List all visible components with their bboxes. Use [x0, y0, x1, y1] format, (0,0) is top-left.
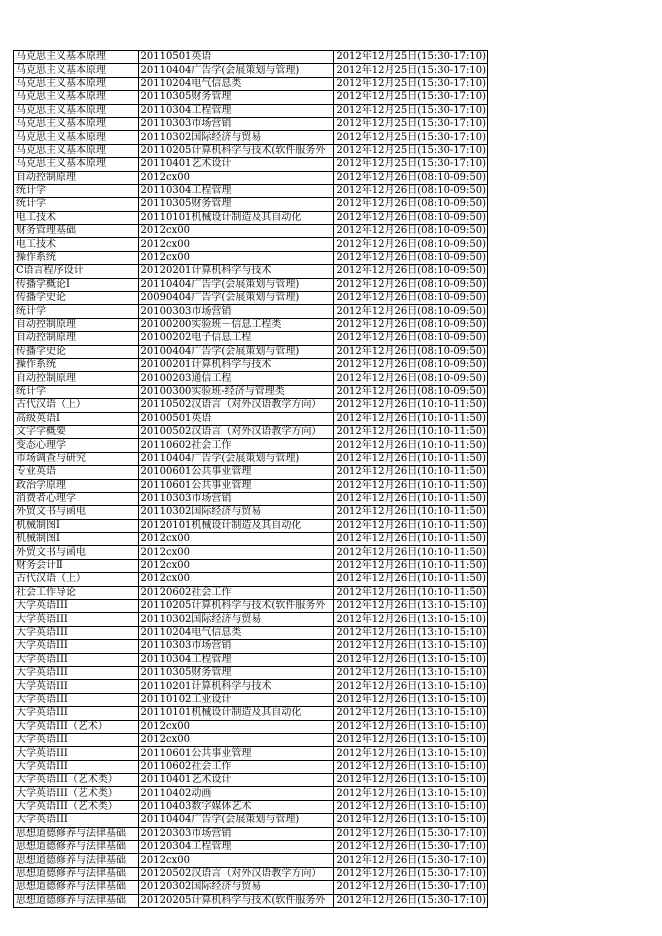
table-row [14, 452, 488, 465]
exam-time-cell: 2012年12月26日(08:10-09:50) [334, 198, 488, 211]
class-cell: 20100201计算机科学与技术 [138, 358, 334, 371]
course-cell: 古代汉语（上） [14, 573, 139, 586]
course-cell: 大学英语III [14, 693, 139, 706]
table-row [14, 747, 488, 760]
table-row [14, 814, 488, 827]
exam-time-cell: 2012年12月25日(15:30-17:10) [334, 64, 488, 77]
exam-time-cell: 2012年12月26日(10:10-11:50) [334, 519, 488, 532]
class-cell: 20110102工业设计 [138, 693, 334, 706]
course-cell: 大学英语III [14, 640, 139, 653]
exam-time-cell: 2012年12月26日(10:10-11:50) [334, 506, 488, 519]
table-row [14, 867, 488, 880]
class-cell: 20120303市场营销 [138, 827, 334, 840]
exam-time-cell: 2012年12月26日(08:10-09:50) [334, 332, 488, 345]
course-cell: 大学英语III [14, 600, 139, 613]
table-row [14, 238, 488, 251]
course-cell: 马克思主义基本原理 [14, 91, 139, 104]
course-cell: 统计学 [14, 385, 139, 398]
course-cell: 马克思主义基本原理 [14, 77, 139, 90]
exam-time-cell: 2012年12月26日(08:10-09:50) [334, 372, 488, 385]
exam-time-cell: 2012年12月26日(08:10-09:50) [334, 265, 488, 278]
exam-time-cell: 2012年12月25日(15:30-17:10) [334, 158, 488, 171]
table-row [14, 412, 488, 425]
table-row [14, 720, 488, 733]
table-row [14, 586, 488, 599]
class-cell: 20100202电子信息工程 [138, 332, 334, 345]
course-cell: 外贸文书与函电 [14, 546, 139, 559]
table-row [14, 278, 488, 291]
exam-time-cell: 2012年12月26日(10:10-11:50) [334, 559, 488, 572]
course-cell: 思想道德修养与法律基础 [14, 827, 139, 840]
class-cell: 20110204电气信息类 [138, 626, 334, 639]
course-cell: 大学英语III [14, 653, 139, 666]
table-row [14, 439, 488, 452]
table-row [14, 774, 488, 787]
course-cell: 大学英语III（艺术类） [14, 800, 139, 813]
class-cell: 20110304工程管理 [138, 653, 334, 666]
course-cell: 统计学 [14, 184, 139, 197]
table-row [14, 841, 488, 854]
course-cell: 马克思主义基本原理 [14, 64, 139, 77]
exam-time-cell: 2012年12月26日(13:10-15:10) [334, 760, 488, 773]
table-row [14, 225, 488, 238]
table-row [14, 492, 488, 505]
course-cell: 财务管理基础 [14, 225, 139, 238]
exam-time-cell: 2012年12月26日(13:10-15:10) [334, 626, 488, 639]
exam-time-cell: 2012年12月26日(10:10-11:50) [334, 425, 488, 438]
class-cell: 2012cx00 [138, 171, 334, 184]
table-row [14, 760, 488, 773]
class-cell: 20120602社会工作 [138, 586, 334, 599]
exam-time-cell: 2012年12月25日(15:30-17:10) [334, 51, 488, 64]
table-row [14, 787, 488, 800]
class-cell: 20100200实验班－信息工程类 [138, 318, 334, 331]
exam-time-cell: 2012年12月26日(10:10-11:50) [334, 466, 488, 479]
exam-time-cell: 2012年12月26日(10:10-11:50) [334, 492, 488, 505]
table-row [14, 144, 488, 157]
table-row [14, 332, 488, 345]
class-cell: 20100203通信工程 [138, 372, 334, 385]
class-cell: 2012cx00 [138, 733, 334, 746]
course-cell: 社会工作导论 [14, 586, 139, 599]
course-cell: 消费者心理学 [14, 492, 139, 505]
course-cell: 机械制图Ⅰ [14, 533, 139, 546]
exam-time-cell: 2012年12月26日(08:10-09:50) [334, 211, 488, 224]
table-row [14, 894, 488, 907]
exam-time-cell: 2012年12月26日(08:10-09:50) [334, 345, 488, 358]
exam-time-cell: 2012年12月26日(08:10-09:50) [334, 251, 488, 264]
table-row [14, 693, 488, 706]
class-cell: 20110403数字媒体艺术 [138, 800, 334, 813]
class-cell: 20110601公共事业管理 [138, 479, 334, 492]
course-cell: 财务会计Ⅱ [14, 559, 139, 572]
course-cell: 外贸文书与函电 [14, 506, 139, 519]
course-cell: 自动控制原理 [14, 332, 139, 345]
class-cell: 20110201计算机科学与技术 [138, 680, 334, 693]
table-row [14, 171, 488, 184]
course-cell: 大学英语III [14, 666, 139, 679]
exam-time-cell: 2012年12月26日(10:10-11:50) [334, 452, 488, 465]
exam-time-cell: 2012年12月25日(15:30-17:10) [334, 144, 488, 157]
class-cell: 20100300实验班-经济与管理类 [138, 385, 334, 398]
class-cell: 2012cx00 [138, 533, 334, 546]
table-row [14, 827, 488, 840]
class-cell: 20110602社会工作 [138, 760, 334, 773]
table-row [14, 211, 488, 224]
table-row [14, 91, 488, 104]
table-row [14, 733, 488, 746]
exam-time-cell: 2012年12月26日(13:10-15:10) [334, 720, 488, 733]
class-cell: 20110303市场营销 [138, 640, 334, 653]
table-row [14, 292, 488, 305]
course-cell: 思想道德修养与法律基础 [14, 867, 139, 880]
table-row [14, 305, 488, 318]
exam-time-cell: 2012年12月26日(15:30-17:10) [334, 841, 488, 854]
exam-time-cell: 2012年12月26日(13:10-15:10) [334, 600, 488, 613]
course-cell: 大学英语III [14, 760, 139, 773]
course-cell: 马克思主义基本原理 [14, 104, 139, 117]
course-cell: 电工技术 [14, 238, 139, 251]
exam-time-cell: 2012年12月26日(13:10-15:10) [334, 613, 488, 626]
course-cell: 自动控制原理 [14, 318, 139, 331]
class-cell: 20100404广告学(会展策划与管理) [138, 345, 334, 358]
class-cell: 2012cx00 [138, 238, 334, 251]
class-cell: 20110404广告学(会展策划与管理) [138, 452, 334, 465]
exam-time-cell: 2012年12月26日(13:10-15:10) [334, 774, 488, 787]
exam-time-cell: 2012年12月26日(08:10-09:50) [334, 358, 488, 371]
class-cell: 20110404广告学(会展策划与管理) [138, 64, 334, 77]
course-cell: 电工技术 [14, 211, 139, 224]
exam-time-cell: 2012年12月26日(08:10-09:50) [334, 385, 488, 398]
exam-time-cell: 2012年12月26日(08:10-09:50) [334, 318, 488, 331]
course-cell: 文字学概要 [14, 425, 139, 438]
class-cell: 20120302国际经济与贸易 [138, 881, 334, 894]
class-cell: 20090404广告学(会展策划与管理) [138, 292, 334, 305]
class-cell: 20100303市场营销 [138, 305, 334, 318]
class-cell: 20110101机械设计制造及其自动化 [138, 707, 334, 720]
class-cell: 20110602社会工作 [138, 439, 334, 452]
course-cell: 高级英语Ⅰ [14, 412, 139, 425]
table-row [14, 184, 488, 197]
table-row [14, 506, 488, 519]
course-cell: 大学英语III（艺术类） [14, 787, 139, 800]
exam-time-cell: 2012年12月26日(10:10-11:50) [334, 586, 488, 599]
table-row [14, 77, 488, 90]
exam-time-cell: 2012年12月26日(13:10-15:10) [334, 680, 488, 693]
course-cell: 市场调查与研究 [14, 452, 139, 465]
table-row [14, 573, 488, 586]
exam-time-cell: 2012年12月26日(10:10-11:50) [334, 412, 488, 425]
table-row [14, 358, 488, 371]
table-row [14, 559, 488, 572]
exam-time-cell: 2012年12月26日(08:10-09:50) [334, 238, 488, 251]
exam-time-cell: 2012年12月26日(13:10-15:10) [334, 640, 488, 653]
exam-time-cell: 2012年12月26日(10:10-11:50) [334, 399, 488, 412]
table-row [14, 626, 488, 639]
course-cell: 马克思主义基本原理 [14, 158, 139, 171]
table-row [14, 345, 488, 358]
table-row [14, 881, 488, 894]
table-row [14, 680, 488, 693]
course-cell: 思想道德修养与法律基础 [14, 854, 139, 867]
table-row [14, 158, 488, 171]
table-row [14, 117, 488, 130]
exam-time-cell: 2012年12月26日(15:30-17:10) [334, 894, 488, 907]
exam-time-cell: 2012年12月26日(08:10-09:50) [334, 292, 488, 305]
exam-time-cell: 2012年12月26日(13:10-15:10) [334, 693, 488, 706]
class-cell: 20110302国际经济与贸易 [138, 506, 334, 519]
table-row [14, 251, 488, 264]
exam-time-cell: 2012年12月26日(15:30-17:10) [334, 827, 488, 840]
class-cell: 20110402动画 [138, 787, 334, 800]
table-row [14, 64, 488, 77]
table-row [14, 51, 488, 64]
class-cell: 20120205计算机科学与技术(软件服务外 [138, 894, 334, 907]
class-cell: 20100502汉语言（对外汉语教学方向） [138, 425, 334, 438]
course-cell: 政治学原理 [14, 479, 139, 492]
exam-time-cell: 2012年12月26日(13:10-15:10) [334, 814, 488, 827]
table-row [14, 800, 488, 813]
table-row [14, 653, 488, 666]
class-cell: 20120101机械设计制造及其自动化 [138, 519, 334, 532]
class-cell: 2012cx00 [138, 251, 334, 264]
class-cell: 20110205计算机科学与技术(软件服务外 [138, 144, 334, 157]
exam-time-cell: 2012年12月26日(13:10-15:10) [334, 747, 488, 760]
table-row [14, 466, 488, 479]
table-row [14, 613, 488, 626]
exam-time-cell: 2012年12月26日(10:10-11:50) [334, 533, 488, 546]
course-cell: 大学英语III [14, 707, 139, 720]
exam-time-cell: 2012年12月25日(15:30-17:10) [334, 104, 488, 117]
table-row [14, 519, 488, 532]
class-cell: 20110404广告学(会展策划与管理) [138, 814, 334, 827]
course-cell: 大学英语III（艺术） [14, 720, 139, 733]
class-cell: 20110302国际经济与贸易 [138, 613, 334, 626]
exam-time-cell: 2012年12月26日(08:10-09:50) [334, 278, 488, 291]
table-row [14, 546, 488, 559]
class-cell: 20110205计算机科学与技术(软件服务外 [138, 600, 334, 613]
exam-time-cell: 2012年12月26日(10:10-11:50) [334, 439, 488, 452]
class-cell: 20110501英语 [138, 51, 334, 64]
table-row [14, 479, 488, 492]
course-cell: 马克思主义基本原理 [14, 51, 139, 64]
course-cell: 自动控制原理 [14, 372, 139, 385]
class-cell: 20110404广告学(会展策划与管理) [138, 278, 334, 291]
exam-time-cell: 2012年12月26日(08:10-09:50) [334, 225, 488, 238]
exam-time-cell: 2012年12月26日(15:30-17:10) [334, 881, 488, 894]
class-cell: 20100601公共事业管理 [138, 466, 334, 479]
course-cell: 操作系统 [14, 358, 139, 371]
table-row [14, 265, 488, 278]
exam-time-cell: 2012年12月26日(13:10-15:10) [334, 653, 488, 666]
class-cell: 20110303市场营销 [138, 492, 334, 505]
table-row [14, 707, 488, 720]
exam-time-cell: 2012年12月26日(08:10-09:50) [334, 171, 488, 184]
class-cell: 2012cx00 [138, 720, 334, 733]
course-cell: 马克思主义基本原理 [14, 117, 139, 130]
course-cell: 变态心理学 [14, 439, 139, 452]
exam-time-cell: 2012年12月25日(15:30-17:10) [334, 117, 488, 130]
exam-time-cell: 2012年12月26日(13:10-15:10) [334, 707, 488, 720]
course-cell: 马克思主义基本原理 [14, 144, 139, 157]
exam-time-cell: 2012年12月25日(15:30-17:10) [334, 77, 488, 90]
class-cell: 20110303市场营销 [138, 117, 334, 130]
table-row [14, 854, 488, 867]
class-cell: 2012cx00 [138, 559, 334, 572]
exam-schedule-body [14, 51, 488, 908]
class-cell: 2012cx00 [138, 854, 334, 867]
table-row [14, 425, 488, 438]
class-cell: 20110305财务管理 [138, 91, 334, 104]
course-cell: 传播学史论 [14, 292, 139, 305]
class-cell: 20110101机械设计制造及其自动化 [138, 211, 334, 224]
course-cell: 大学英语III [14, 680, 139, 693]
class-cell: 20110601公共事业管理 [138, 747, 334, 760]
course-cell: 思想道德修养与法律基础 [14, 841, 139, 854]
course-cell: 传播学概论I [14, 278, 139, 291]
table-row [14, 600, 488, 613]
course-cell: 马克思主义基本原理 [14, 131, 139, 144]
exam-time-cell: 2012年12月25日(15:30-17:10) [334, 91, 488, 104]
table-row [14, 131, 488, 144]
course-cell: 专业英语 [14, 466, 139, 479]
exam-time-cell: 2012年12月26日(15:30-17:10) [334, 854, 488, 867]
table-row [14, 666, 488, 679]
table-row [14, 198, 488, 211]
exam-time-cell: 2012年12月25日(15:30-17:10) [334, 131, 488, 144]
exam-time-cell: 2012年12月26日(13:10-15:10) [334, 787, 488, 800]
class-cell: 2012cx00 [138, 546, 334, 559]
course-cell: 大学英语III [14, 733, 139, 746]
table-row [14, 399, 488, 412]
exam-time-cell: 2012年12月26日(10:10-11:50) [334, 573, 488, 586]
table-row [14, 318, 488, 331]
exam-time-cell: 2012年12月26日(10:10-11:50) [334, 479, 488, 492]
exam-time-cell: 2012年12月26日(10:10-11:50) [334, 546, 488, 559]
exam-time-cell: 2012年12月26日(08:10-09:50) [334, 305, 488, 318]
course-cell: 大学英语III（艺术类） [14, 774, 139, 787]
class-cell: 20100501英语 [138, 412, 334, 425]
exam-time-cell: 2012年12月26日(15:30-17:10) [334, 867, 488, 880]
course-cell: 统计学 [14, 198, 139, 211]
table-row [14, 533, 488, 546]
course-cell: 思想道德修养与法律基础 [14, 894, 139, 907]
class-cell: 20110304工程管理 [138, 104, 334, 117]
class-cell: 20120502汉语言（对外汉语教学方向） [138, 867, 334, 880]
course-cell: 古代汉语（上） [14, 399, 139, 412]
course-cell: 传播学史论 [14, 345, 139, 358]
class-cell: 20110204电气信息类 [138, 77, 334, 90]
course-cell: 大学英语III [14, 814, 139, 827]
exam-schedule-table [13, 50, 488, 908]
class-cell: 20110305财务管理 [138, 666, 334, 679]
course-cell: 大学英语III [14, 613, 139, 626]
class-cell: 20110302国际经济与贸易 [138, 131, 334, 144]
class-cell: 20120304工程管理 [138, 841, 334, 854]
exam-time-cell: 2012年12月26日(08:10-09:50) [334, 184, 488, 197]
class-cell: 2012cx00 [138, 225, 334, 238]
course-cell: 大学英语III [14, 626, 139, 639]
course-cell: 机械制图I [14, 519, 139, 532]
table-row [14, 104, 488, 117]
exam-time-cell: 2012年12月26日(13:10-15:10) [334, 666, 488, 679]
class-cell: 20110305财务管理 [138, 198, 334, 211]
exam-time-cell: 2012年12月26日(13:10-15:10) [334, 800, 488, 813]
class-cell: 2012cx00 [138, 573, 334, 586]
course-cell: 自动控制原理 [14, 171, 139, 184]
course-cell: 思想道德修养与法律基础 [14, 881, 139, 894]
course-cell: 操作系统 [14, 251, 139, 264]
table-row [14, 372, 488, 385]
class-cell: 20110401艺术设计 [138, 774, 334, 787]
exam-time-cell: 2012年12月26日(13:10-15:10) [334, 733, 488, 746]
course-cell: 大学英语III [14, 747, 139, 760]
class-cell: 20110401艺术设计 [138, 158, 334, 171]
class-cell: 20110304工程管理 [138, 184, 334, 197]
table-row [14, 640, 488, 653]
course-cell: 统计学 [14, 305, 139, 318]
course-cell: C语言程序设计 [14, 265, 139, 278]
class-cell: 20110502汉语言（对外汉语教学方向） [138, 399, 334, 412]
class-cell: 20120201计算机科学与技术 [138, 265, 334, 278]
table-row [14, 385, 488, 398]
